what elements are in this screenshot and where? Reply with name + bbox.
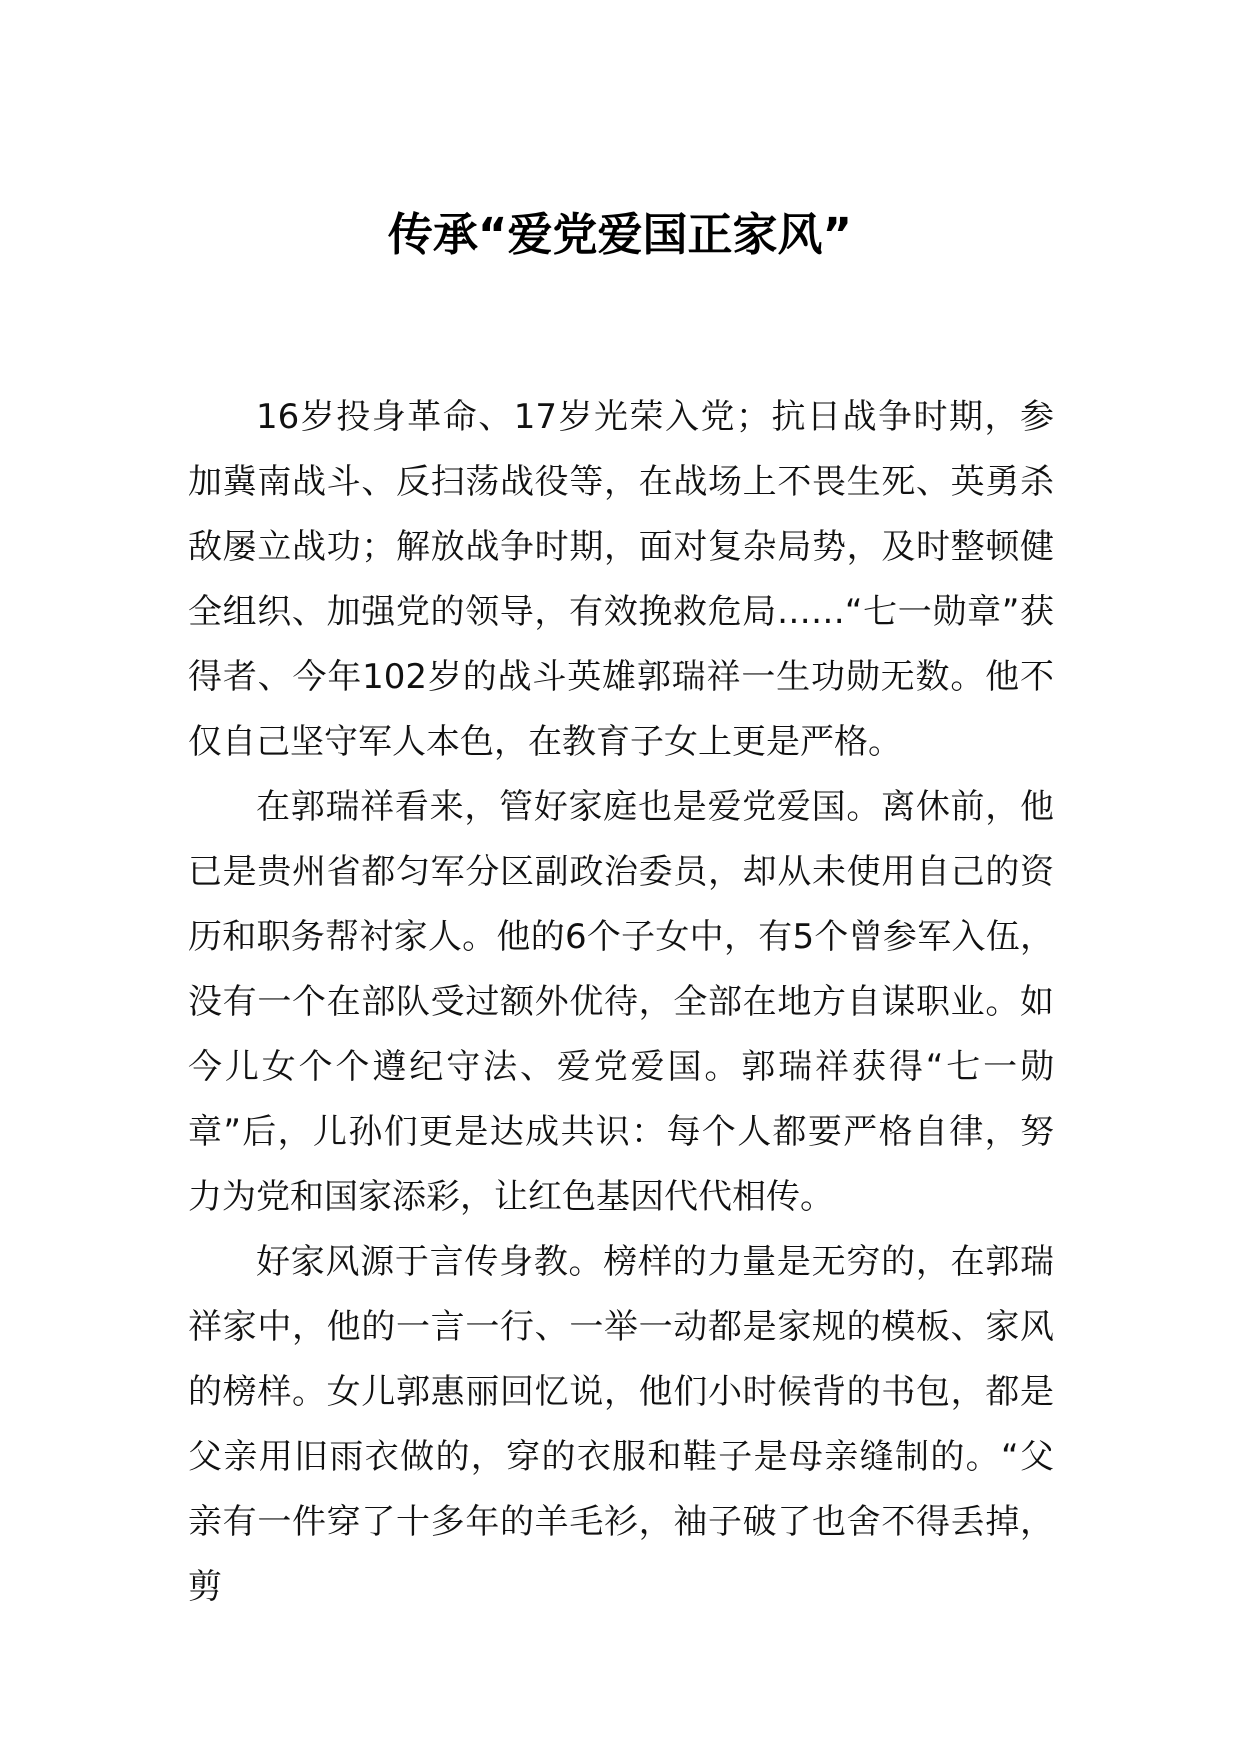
- paragraph-3: 好家风源于言传身教。榜样的力量是无穷的，在郭瑞祥家中，他的一言一行、一举一动都是家规的模板、家风的榜样。女儿郭惠丽回忆说，他们小时候背的书包，都是父亲用旧雨衣做的，穿的衣服和鞋子是母亲缝制的。“父亲有一件穿了十多年的羊毛衫，袖子破了也舍不得丢掉，剪: [188, 1242, 1054, 1607]
- document-title: 传承“爱党爱国正家风”: [387, 208, 853, 261]
- paragraph-2: 在郭瑞祥看来，管好家庭也是爱党爱国。离休前，他已是贵州省都匀军分区副政治委员，却从未使用自己的资历和职务帮衬家人。他的6个子女中，有5个曾参军入伍，没有一个在部队受过额外优待，全部在地方自谋职业。如今儿女个个遵纪守法、爱党爱国。郭瑞祥获得“七一勋章”后，儿孙们更是达成共识：每个人都要严格自律，努力为党和国家添彩，让红色基因代代相传。: [188, 787, 1054, 1217]
- document-body: [188, 385, 1054, 1620]
- paragraph-1: 16岁投身革命、17岁光荣入党；抗日战争时期，参加冀南战斗、反扫荡战役等，在战场上不畏生死、英勇杀敌屡立战功；解放战争时期，面对复杂局势，及时整顿健全组织、加强党的领导，有效挽救危局……“七一勋章”获得者、今年102岁的战斗英雄郭瑞祥一生功勋无数。他不仅自己坚守军人本色，在教育子女上更是严格。: [188, 397, 1054, 762]
